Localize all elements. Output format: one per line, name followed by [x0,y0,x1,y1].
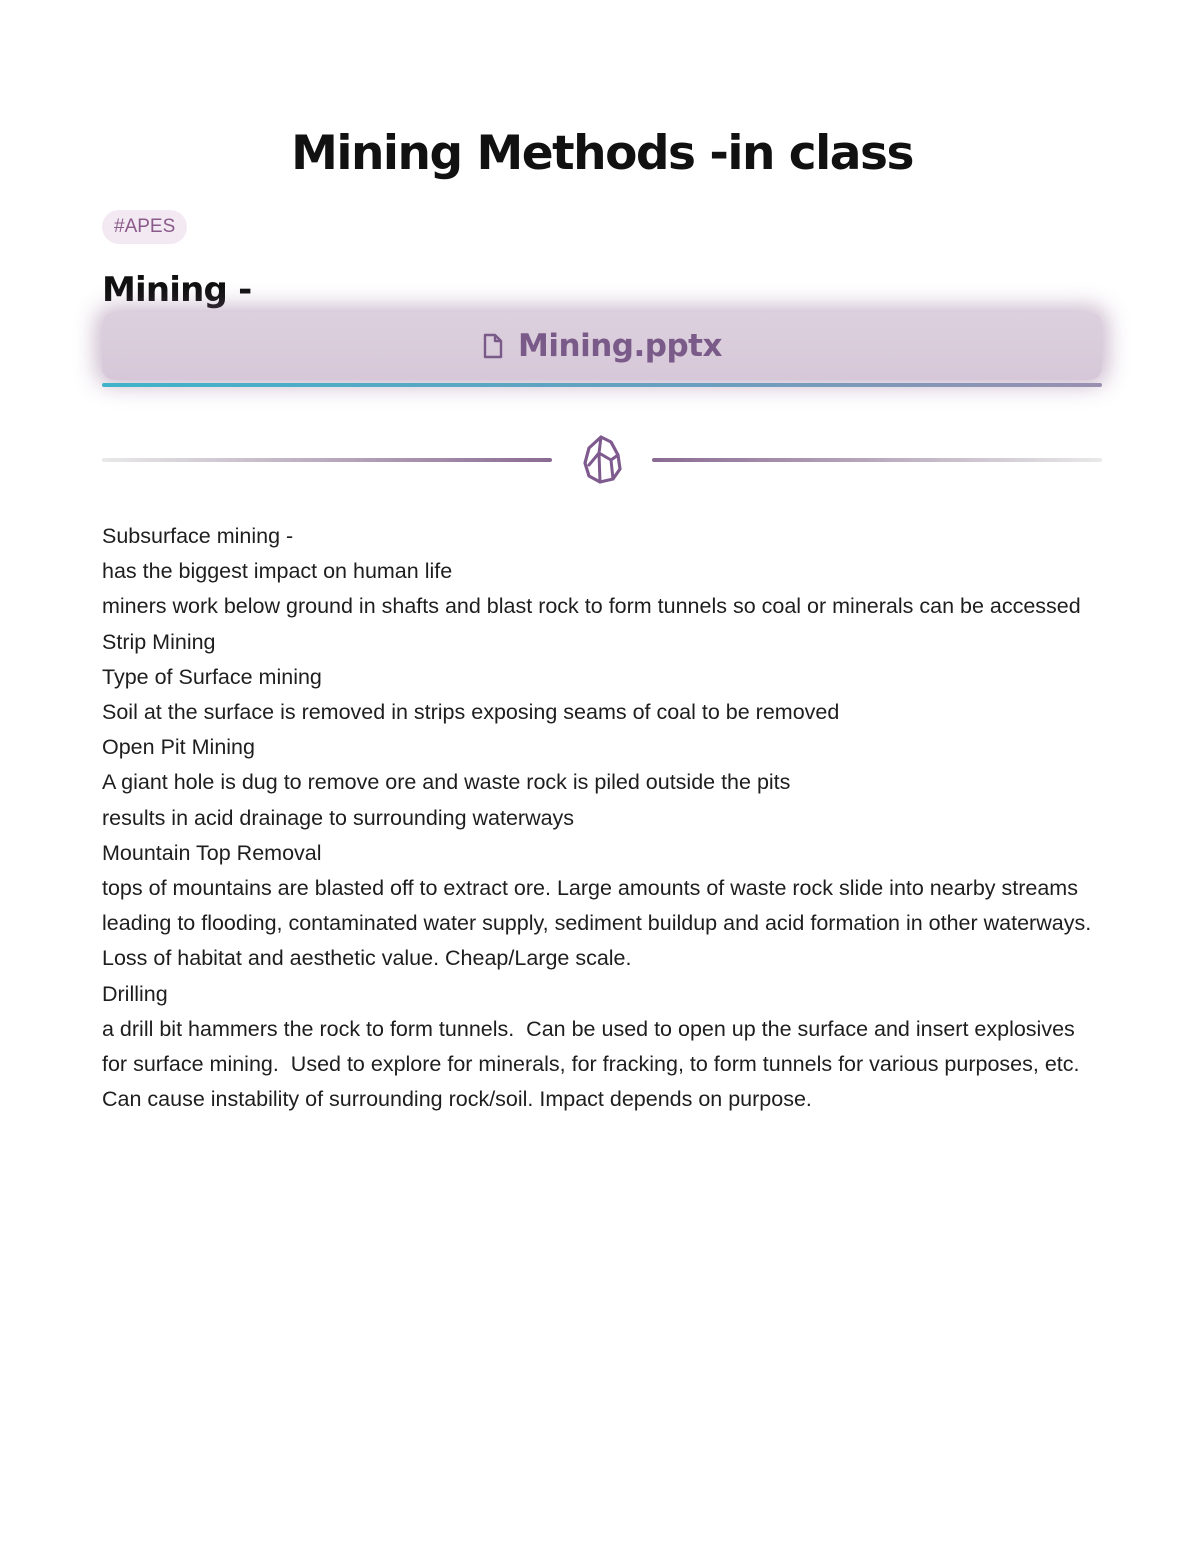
note-line: Drilling [102,981,168,1006]
note-line: Open Pit Mining [102,735,255,760]
page-title: Mining Methods -in class [291,126,913,181]
section-heading: Mining - [102,270,252,310]
note-line: has the biggest impact on human life [102,559,453,584]
note-line: Soil at the surface is removed in strips exposing seams of coal to be removed [102,700,840,725]
notes-list [102,519,1102,1117]
rock-icon [580,433,626,485]
note-line: Subsurface mining - [102,524,294,548]
attachment-file-link[interactable] [102,312,1102,380]
note-line: Mountain Top Removal [102,840,322,865]
note-line: A giant hole is dug to remove ore and waste rock is piled outside the pits [102,770,791,795]
file-icon [482,333,504,359]
note-line: Type of Surface mining [102,664,322,689]
section-divider [102,430,1102,490]
note-line: Strip Mining [102,629,216,654]
note-line: a drill bit hammers the rock to form tunnels. Can be used to open up the surface and insert explosives for surface mining. Used to explore for minerals, for fracking, to form tunnels for various purposes, etc. Can cause instability of surrounding rock/soil. Impact depends on purpose. [102,1016,1092,1112]
tag-apes[interactable]: #APES [102,210,187,244]
note-line: tops of mountains are blasted off to extract ore. Large amounts of waste rock slide into nearby streams leading to flooding, contaminated water supply, sediment buildup and acid formation in other waterways. Loss of habitat and aesthetic value. Cheap/Large scale. [102,876,1098,971]
attachment-name: Mining.pptx [518,328,722,364]
divider-line-left [102,458,552,462]
note-line: results in acid drainage to surrounding waterways [102,805,575,830]
divider-line-right [652,458,1102,462]
attachment-underline [102,383,1102,387]
note-line: miners work below ground in shafts and blast rock to form tunnels so coal or minerals can be accessed [102,594,1081,619]
